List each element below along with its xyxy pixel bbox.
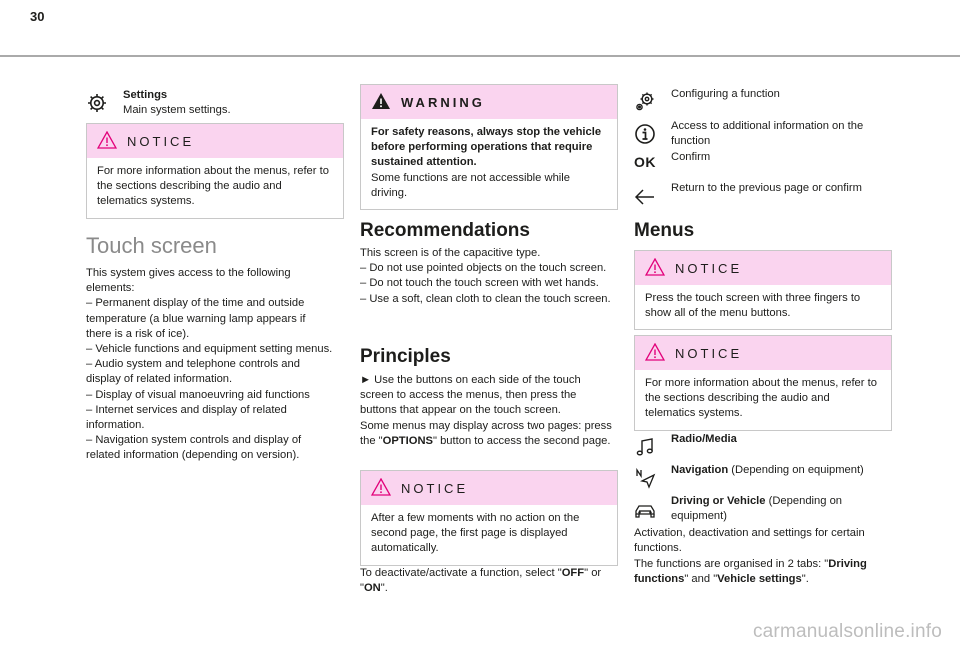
- notice-header: [87, 124, 343, 158]
- deactivate-text-part: ".: [380, 582, 388, 595]
- tabs-text-part: The functions are organised in 2 tabs: ": [634, 558, 829, 570]
- info-icon: [634, 123, 656, 145]
- tabs-text: [634, 557, 892, 587]
- warning-body: [361, 119, 617, 209]
- touch-screen-body: This system gives access to the following elements: – Permanent display of the time and outside temperature (a blue warning lamp appears if there is a risk of ice). – Vehicle functions and equipment setting menus. – Audio system and telephone controls and display of related information. – Display of visual manoeuvring aid functions – Internet services and display of related information. – Navigation system controls and display of related information (depending on version).: [86, 267, 333, 462]
- top-divider: [0, 55, 960, 57]
- off-label: OFF: [561, 567, 585, 579]
- notice-body: For more information about the menus, refer to the sections describing the audio and telematics systems.: [645, 377, 877, 420]
- on-label: ON: [363, 582, 381, 595]
- touch-screen-heading: Touch screen: [86, 233, 217, 258]
- tabs-text-part: ".: [801, 573, 809, 586]
- principles-body-1: ► Use the buttons on each side of the touch screen to access the menus, then press the buttons that appear on the touch screen.: [360, 374, 581, 417]
- settings-description: Main system settings.: [123, 104, 231, 117]
- notice-box-4: [634, 335, 892, 431]
- deactivate-text-part: " or ": [360, 567, 602, 595]
- confirm-text: Confirm: [671, 151, 711, 163]
- configure-text: Configuring a function: [671, 88, 780, 100]
- vehicle-description: Activation, deactivation and settings for certain functions.: [634, 527, 865, 555]
- watermark: carmanualsonline.info: [752, 621, 942, 642]
- notice-box-2: [360, 470, 618, 566]
- return-text: Return to the previous page or confirm: [671, 182, 862, 194]
- notice-header: [361, 471, 617, 505]
- notice-box-1: [86, 123, 344, 219]
- options-button-label: OPTIONS: [382, 435, 433, 448]
- warning-header: [361, 85, 617, 119]
- navigation-label: Navigation: [671, 464, 729, 476]
- principles-heading: Principles: [360, 346, 451, 367]
- principles-text: " button to access the second page.: [433, 435, 611, 448]
- notice-title: NOTICE: [675, 261, 743, 276]
- settings-title: Settings: [123, 89, 168, 101]
- notice-box-3: [634, 250, 892, 330]
- navigation-text: [671, 463, 896, 478]
- notice-title: NOTICE: [127, 134, 195, 149]
- notice-body: For more information about the menus, refer to the sections describing the audio and telematics systems.: [97, 165, 329, 208]
- menus-heading: Menus: [634, 220, 695, 241]
- tabs-text-part: " and ": [684, 573, 718, 586]
- recommendations-heading: Recommendations: [360, 220, 530, 241]
- notice-body: After a few moments with no action on the second page, the first page is displayed automatically.: [371, 512, 580, 555]
- vehicle-text: [671, 494, 891, 524]
- vehicle-note: (Depending on equipment): [671, 495, 843, 523]
- notice-header: [635, 251, 891, 285]
- warning-title: WARNING: [401, 95, 485, 110]
- warning-triangle-icon: [645, 258, 665, 276]
- deactivate-text-part: To deactivate/activate a function, select ": [360, 567, 562, 579]
- radio-media-label: Radio/Media: [671, 433, 737, 445]
- notice-title: NOTICE: [675, 346, 743, 361]
- vehicle-settings-tab-label: Vehicle settings: [717, 573, 802, 586]
- principles-text: Some menus may display across two pages: press the ": [360, 420, 612, 448]
- info-text: Access to additional information on the function: [671, 120, 864, 148]
- notice-title: NOTICE: [401, 481, 469, 496]
- warning-triangle-icon: [97, 131, 117, 149]
- navigation-note: (Depending on equipment): [728, 464, 864, 476]
- notice-header: [635, 336, 891, 370]
- ok-icon: OK: [634, 154, 656, 170]
- driving-functions-tab-label: Driving functions: [634, 558, 867, 586]
- back-arrow-icon: [634, 185, 656, 207]
- settings-gear-icon: [86, 92, 108, 114]
- warning-triangle-icon: [645, 343, 665, 361]
- principles-body-2: [360, 419, 616, 449]
- warning-triangle-icon: [371, 478, 391, 496]
- notice-body: Press the touch screen with three fingers to show all of the menu buttons.: [645, 292, 861, 320]
- music-note-icon: [634, 436, 656, 458]
- deactivate-text: [360, 566, 610, 596]
- navigation-icon: [634, 467, 656, 489]
- warning-text: Some functions are not accessible while driving.: [371, 171, 570, 199]
- warning-triangle-icon: [371, 92, 391, 110]
- page-number: 30: [30, 9, 45, 24]
- recommendations-body: This screen is of the capacitive type. – Do not use pointed objects on the touch screen. – Do not touch the touch screen with wet hands. – Use a soft, clean cloth to clean the touch screen.: [360, 247, 611, 305]
- warning-bold-text: For safety reasons, always stop the vehicle before performing operations that require sustained attention.: [371, 126, 602, 169]
- warning-box: [360, 84, 618, 210]
- configure-gears-icon: [634, 90, 656, 112]
- car-icon: [634, 500, 656, 522]
- vehicle-label: Driving or Vehicle: [671, 495, 766, 507]
